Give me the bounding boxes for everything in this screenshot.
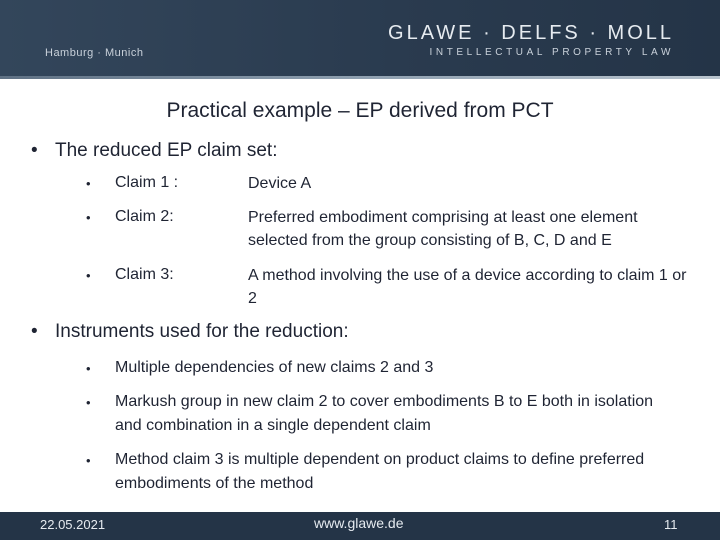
section-bullet: • bbox=[31, 140, 38, 161]
footer-date: 22.05.2021 bbox=[40, 517, 106, 532]
instrument-bullet: • bbox=[86, 453, 91, 468]
instrument-item: Multiple dependencies of new claims 2 and 3 bbox=[115, 359, 434, 376]
firm-logo-name: GLAWE · DELFS · MOLL bbox=[388, 22, 674, 44]
claim-description: A method involving the use of a device according to claim 1 or 2 bbox=[248, 267, 687, 307]
instrument-item: Markush group in new claim 2 to cover embodiments B to E both in isolation and combination in a single dependent claim bbox=[115, 393, 654, 434]
section-heading-instruments: Instruments used for the reduction: bbox=[55, 321, 349, 342]
section-bullet: • bbox=[31, 321, 38, 342]
claim-bullet: • bbox=[86, 268, 91, 283]
claim-description: Device A bbox=[248, 175, 312, 192]
claim-bullet: • bbox=[86, 176, 91, 191]
footer-website-link[interactable]: www.glawe.de bbox=[314, 515, 404, 531]
page-number: 11 bbox=[664, 517, 678, 532]
claim-bullet: • bbox=[86, 210, 91, 225]
claim-label: Claim 3: bbox=[115, 266, 174, 283]
claim-description: Preferred embodiment comprising at least one element selected from the group consisting of B, C, D and E bbox=[248, 209, 638, 249]
instrument-bullet: • bbox=[86, 361, 91, 376]
instrument-item: Method claim 3 is multiple dependent on product claims to define preferred embodiments of the method bbox=[115, 451, 645, 492]
office-locations: Hamburg · Munich bbox=[45, 47, 144, 59]
claim-label: Claim 2: bbox=[115, 208, 174, 225]
firm-logo-subtitle: INTELLECTUAL PROPERTY LAW bbox=[429, 47, 674, 58]
slide-title: Practical example – EP derived from PCT bbox=[166, 99, 554, 122]
instrument-bullet: • bbox=[86, 395, 91, 410]
header-divider bbox=[0, 76, 720, 79]
claim-label: Claim 1 : bbox=[115, 174, 179, 191]
section-heading-claim-set: The reduced EP claim set: bbox=[55, 140, 278, 161]
